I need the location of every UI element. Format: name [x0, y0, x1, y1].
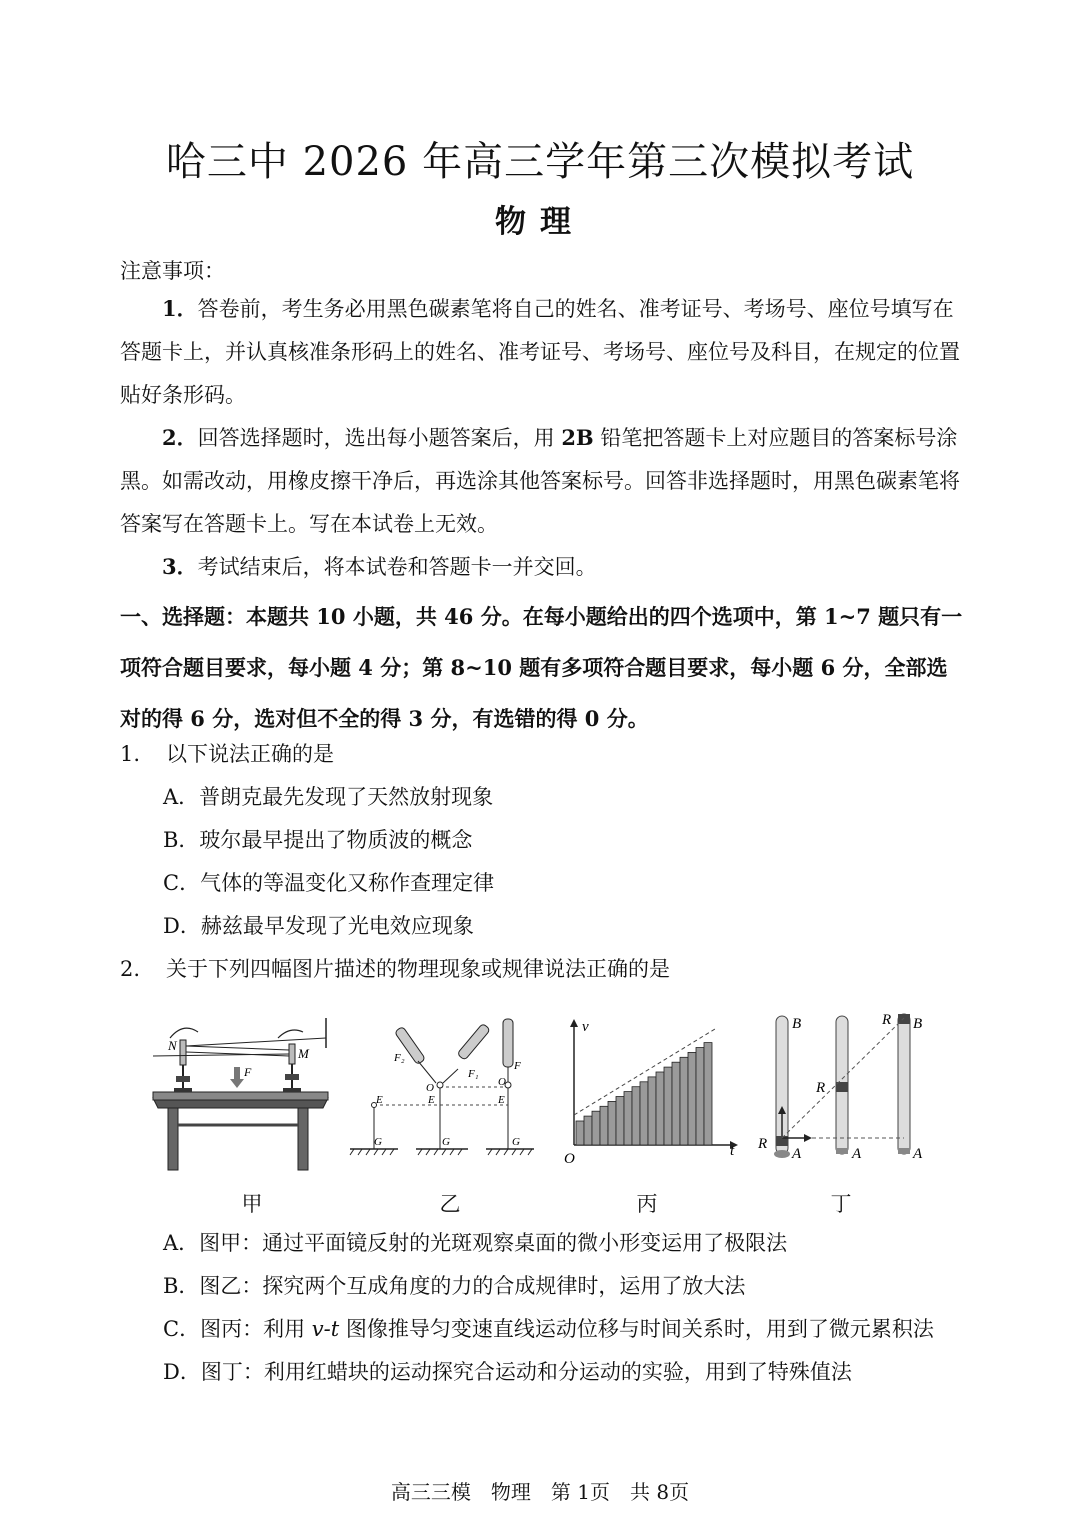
vt-bar — [632, 1087, 640, 1145]
vt-bar — [696, 1048, 704, 1146]
label-N: N — [168, 1038, 177, 1053]
label-t: t — [730, 1143, 735, 1159]
vt-bar — [624, 1092, 632, 1145]
label-O: O — [564, 1151, 575, 1167]
figure-ding — [756, 1008, 936, 1173]
label-M: M — [298, 1046, 309, 1061]
notice-item-text: 回答选择题时，选出每小题答案后，用 — [197, 426, 562, 450]
q1-option-d: D．赫兹最早发现了光电效应现象 — [163, 914, 474, 938]
label-B: B — [913, 1016, 923, 1032]
subject-title: 物理 — [495, 204, 585, 240]
figure-caption-jia: 甲 — [241, 1192, 263, 1216]
vt-bar — [576, 1121, 584, 1145]
label-A: A — [792, 1146, 802, 1162]
option-text: 图像推导匀变速直线运动位移与时间关系时，用到了微元累积法 — [339, 1317, 934, 1341]
label-A: A — [913, 1146, 923, 1162]
label-E: E — [428, 1094, 435, 1106]
label-R: R — [816, 1080, 826, 1096]
q2-option-a: A．图甲：通过平面镜反射的光斑观察桌面的微小形变运用了极限法 — [163, 1231, 788, 1255]
q1-option-a: A．普朗克最先发现了天然放射现象 — [163, 785, 494, 809]
label-E: E — [498, 1094, 505, 1106]
label-R: R — [882, 1012, 892, 1028]
figure-yi — [346, 1015, 536, 1165]
q2-option-b: B．图乙：探究两个互成角度的力的合成规律时，运用了放大法 — [163, 1274, 746, 1298]
notice-item-2 — [120, 416, 965, 546]
label-E: E — [376, 1094, 383, 1106]
label-O: O — [426, 1082, 434, 1094]
vt-bar — [672, 1062, 680, 1145]
notice-item-text: 答卷前，考生务必用黑色碳素笔将自己的姓名、准考证号、考场号、座位号填写在答题卡上，并认真核准条形码上的姓名、准考证号、考场号、座位号及科目，在规定的位置贴好条形码。 — [120, 297, 960, 407]
label-G: G — [374, 1136, 382, 1148]
label-G: G — [512, 1136, 520, 1148]
vt-bar — [584, 1116, 592, 1145]
exam-title: 哈三中 2026 年高三学年第三次模拟考试 — [165, 139, 915, 185]
label-v: v — [582, 1019, 589, 1035]
label-F2: F₂ — [394, 1052, 405, 1064]
label-A: A — [852, 1146, 862, 1162]
vt-bar — [600, 1106, 608, 1145]
vt-bar — [688, 1052, 696, 1145]
vt-bar — [656, 1072, 664, 1145]
figure-jia — [148, 1010, 333, 1175]
label-F: F — [244, 1065, 252, 1079]
q2-option-d: D．图丁：利用红蜡块的运动探究合运动和分运动的实验，用到了特殊值法 — [163, 1360, 852, 1384]
vt-bar — [640, 1082, 648, 1145]
q1-number: 1. — [120, 742, 141, 766]
notice-item-number: 1． — [162, 296, 198, 321]
vt-bar — [608, 1101, 616, 1145]
vt-bars — [576, 1043, 712, 1145]
vt-bar — [648, 1077, 656, 1145]
notice-item-text: 考试结束后，将本试卷和答题卡一并交回。 — [197, 555, 597, 579]
q1-option-b: B．玻尔最早提出了物质波的概念 — [163, 828, 473, 852]
vt-bar — [680, 1057, 688, 1145]
label-G: G — [442, 1136, 450, 1148]
notice-item-text: 铅笔把答题卡上对应题目的答案标号涂黑。如需改动，用橡皮擦干净后，再选涂其他答案标号。回答非选择题时，用黑色碳素笔将答案写在答题卡上。写在本试卷上无效。 — [120, 426, 960, 536]
label-F1: F₁ — [468, 1068, 479, 1080]
vt-bar — [616, 1097, 624, 1146]
notice-heading: 注意事项： — [120, 259, 225, 283]
label-B: B — [792, 1016, 802, 1032]
q2-stem: 关于下列四幅图片描述的物理现象或规律说法正确的是 — [166, 957, 670, 981]
label-O: O — [498, 1076, 506, 1088]
figure-caption-yi: 乙 — [439, 1192, 461, 1216]
q1-option-c: C．气体的等温变化又称作查理定律 — [163, 871, 495, 895]
q2-number: 2. — [120, 957, 141, 981]
notice-item-number: 3． — [162, 554, 198, 579]
label-R: R — [758, 1136, 768, 1152]
q2-option-c — [163, 1308, 934, 1351]
vt-bar — [664, 1067, 672, 1145]
vt-symbol: v-t — [311, 1317, 340, 1341]
vt-bar — [704, 1043, 712, 1145]
section-one-instructions: 一、选择题：本题共 10 小题，共 46 分。在每小题给出的四个选项中，第 1~7 题只有一项符合题目要求，每小题 4 分；第 8~10 题有多项符合题目要求，每小题 6 分，全部选对的得 6 分，选对但不全的得 3 分，有选错的得 0 分。 — [120, 604, 963, 731]
page-footer: 高三三模 物理 第 1页 共 8页 — [390, 1480, 690, 1504]
pencil-grade: 2B — [561, 425, 594, 450]
vt-bar — [592, 1111, 600, 1145]
label-F: F — [514, 1060, 521, 1072]
figure-bing — [560, 1015, 745, 1170]
figure-caption-bing: 丙 — [636, 1192, 658, 1216]
notice-item-1 — [120, 287, 965, 417]
option-text: C．图丙：利用 — [163, 1317, 312, 1341]
notice-item-number: 2． — [162, 425, 198, 450]
q1-stem: 以下说法正确的是 — [166, 742, 334, 766]
figure-caption-ding: 丁 — [830, 1192, 852, 1216]
notice-item-3 — [120, 545, 965, 589]
